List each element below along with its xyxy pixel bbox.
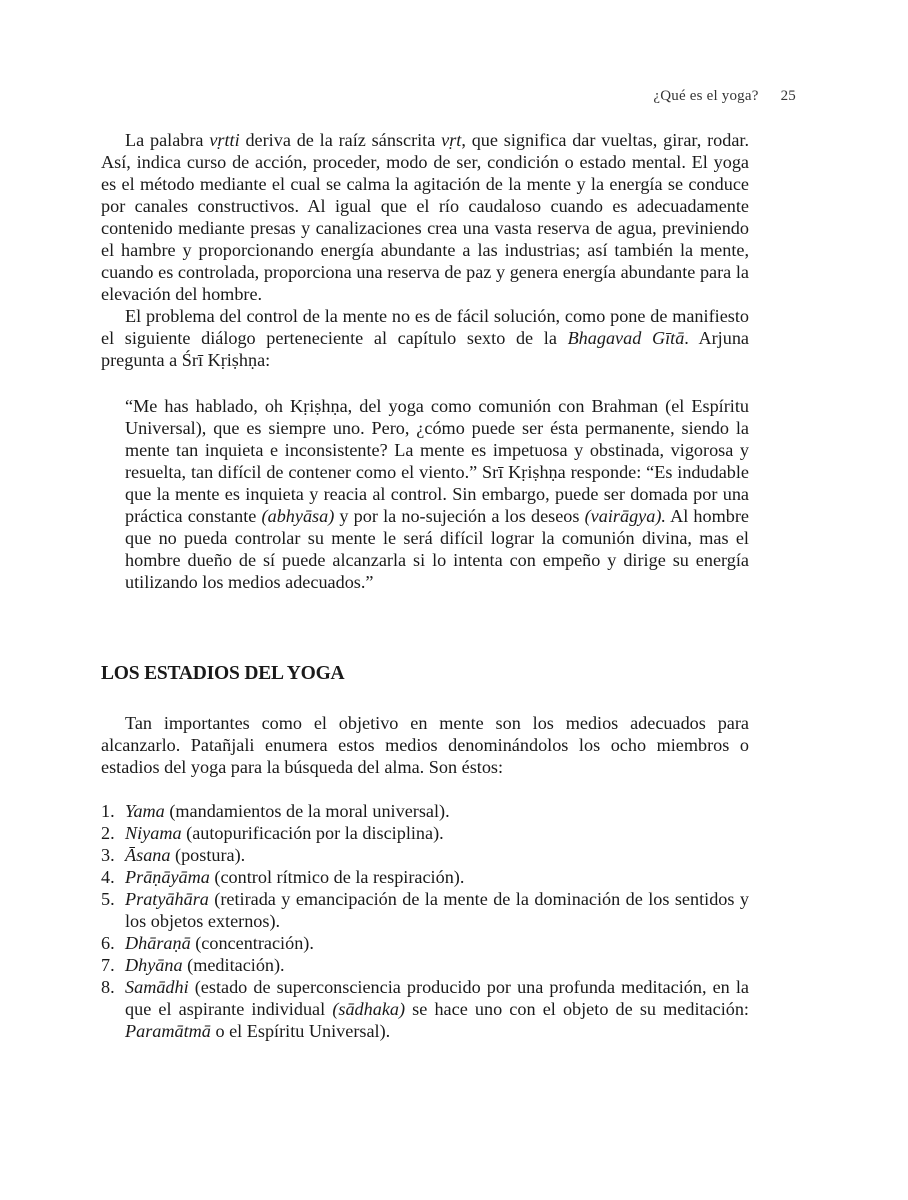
page-body [101,129,749,1042]
section-heading: LOS ESTADIOS DEL YOGA [101,663,345,684]
text-run: “Me has hablado, oh Kṛiṣhṇa, del yoga como comunión con Brahman (el Espíritu Universal), que es siempre uno. Pero, ¿cómo puede ser ésta permanente, siendo la mente tan inquieta e inconsistente? La mente es impetuosa y obstinada, vigorosa y resuelta, tan difícil de contener como el viento.” Srī Kṛiṣhṇa responde: “Es indudable que la mente es inquieta y reacia al control. Sin embargo, puede ser domada por una práctica constante [125,396,749,526]
page-number: 25 [780,88,796,104]
text-run: (autopurificación por la disciplina). [181,823,444,843]
list-number: 7. [101,955,115,975]
italic-term: Bhagavad Gītā [567,328,685,348]
list-number: 6. [101,933,115,953]
list-item [101,976,749,1042]
list-item [101,844,749,866]
list-number: 4. [101,867,115,887]
italic-term: (abhyāsa) [261,506,335,526]
running-head [653,88,796,105]
italic-term: Dhyāna [125,955,183,975]
list-number: 2. [101,823,115,843]
text-run: , que significa dar vueltas, girar, rodar. Así, indica curso de acción, proceder, modo de ser, condición o estado mental. El yoga es el método mediante el cual se calma la agitación de la mente y la energía se conduce por canales constructivos. Al igual que el río caudaloso cuando es adecuadamente contenido mediante presas y canalizaciones crea una vasta reserva de agua, previniendo el hambre y proporcionando energía abundante a las industrias; así también la mente, cuando es controlada, proporciona una reserva de paz y genera energía abundante para la elevación del hombre. [101,130,749,304]
text-run: (postura). [170,845,246,865]
stages-list [101,800,749,1042]
text-run: (mandamientos de la moral universal). [164,801,450,821]
list-item [101,932,749,954]
list-item [101,800,749,822]
list-item [101,866,749,888]
text-run: o el Espíritu Universal). [210,1021,391,1041]
list-item [101,888,749,932]
italic-term: (sādhaka) [332,999,406,1019]
paragraph-mind-control [101,305,749,371]
italic-term: Yama [125,801,165,821]
text-run: se hace uno con el objeto de su meditación: [405,999,749,1019]
italic-term: Āsana [125,845,171,865]
block-quote [125,395,749,593]
running-head-title: ¿Qué es el yoga? [653,88,759,104]
list-number: 1. [101,801,115,821]
list-number: 5. [101,889,115,909]
italic-term: Pratyāhāra [125,889,209,909]
italic-term: Paramātmā [125,1021,211,1041]
text-run: (concentración). [190,933,314,953]
text-run: deriva de la raíz sánscrita [239,130,442,150]
text-run: (control rítmico de la respiración). [209,867,465,887]
paragraph-vrtti [101,129,749,305]
italic-term: Samādhi [125,977,189,997]
list-item [101,822,749,844]
italic-term: vṛt [441,130,462,150]
text-run: La palabra [125,130,210,150]
italic-term: (vairāgya). [584,506,666,526]
text-run: Al hombre que no pueda controlar su mente le será difícil lograr la comunión divina, mas el hombre dueño de sí puede alcanzarla si lo intenta con empeño y dirige su energía utilizando los medios adecuados.” [125,506,749,592]
italic-term: Niyama [125,823,182,843]
list-number: 8. [101,977,115,997]
italic-term: Prāṇāyāma [125,867,210,887]
text-run: . Arjuna pregunta a Śrī Kṛiṣhṇa: [101,328,749,370]
text-run: (meditación). [182,955,285,975]
text-run: El problema del control de la mente no es de fácil solución, como pone de manifiesto el siguiente diálogo perteneciente al capítulo sexto de la [101,306,749,348]
italic-term: Dhāraṇā [125,933,191,953]
text-run: y por la no-sujeción a los deseos [334,506,585,526]
text-run: (retirada y emancipación de la mente de la dominación de los sentidos y los objetos externos). [125,889,749,931]
list-number: 3. [101,845,115,865]
italic-term: vṛtti [209,130,240,150]
list-item [101,954,749,976]
intro-paragraph: Tan importantes como el objetivo en mente son los medios adecuados para alcanzarlo. Patañjali enumera estos medios denominándolos los ocho miembros o estadios del yoga para la búsqueda del alma. Son éstos: [101,713,749,777]
text-run: (estado de superconsciencia producido por una profunda meditación, en la que el aspirante individual [125,977,749,1019]
